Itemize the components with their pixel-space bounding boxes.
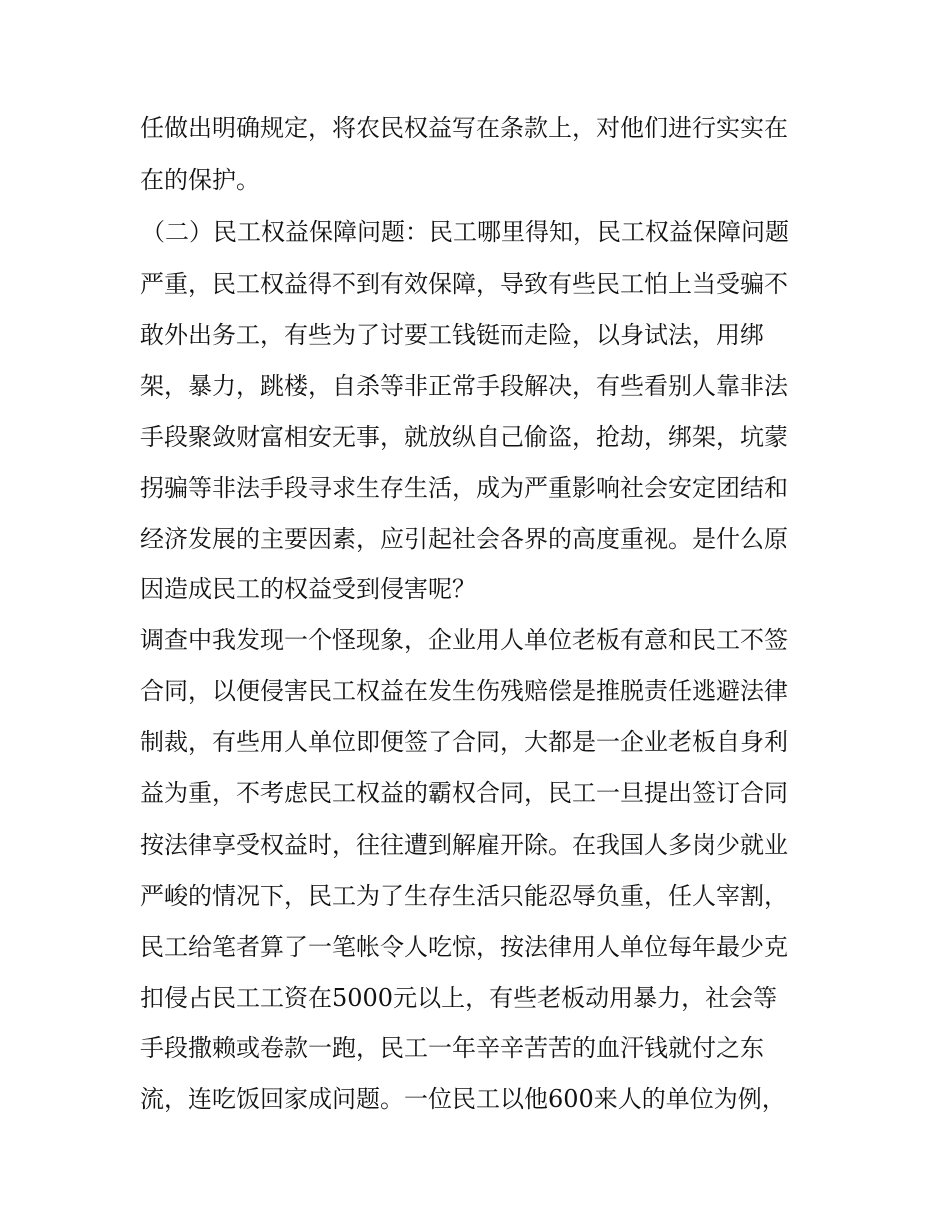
text-line: 严峻的情况下，民工为了生存生活只能忍辱负重，任人宰割，: [140, 882, 788, 910]
text-line: 任做出明确规定，将农民权益写在条款上，对他们进行实实在: [140, 114, 788, 142]
text-line: 流，连吃饭回家成问题。一位民工以他600来人的单位为例，: [140, 1085, 786, 1113]
text-line: 制裁，有些用人单位即便签了合同，大都是一企业老板自身利: [140, 728, 788, 756]
text-line: 按法律享受权益时，往往遭到解雇开除。在我国人多岗少就业: [140, 831, 788, 859]
text-line: 经济发展的主要因素，应引起社会各界的高度重视。是什么原: [140, 525, 788, 553]
text-line: 因造成民工的权益受到侵害呢？: [140, 575, 476, 603]
text-line: 架，暴力，跳楼，自杀等非正常手段解决，有些看别人靠非法: [140, 372, 788, 400]
section-heading-line: （二）民工权益保障问题：民工哪里得知，民工权益保障问题: [141, 218, 789, 246]
text-line: 手段撒赖或卷款一跑，民工一年辛辛苦苦的血汗钱就付之东: [140, 1034, 764, 1062]
text-line: 敢外出务工，有些为了讨要工钱铤而走险，以身试法，用绑: [140, 321, 764, 349]
text-line: 在的保护。: [140, 166, 260, 194]
text-line: 扣侵占民工工资在5000元以上，有些老板动用暴力，社会等: [140, 984, 778, 1012]
text-line: 拐骗等非法手段寻求生存生活，成为严重影响社会安定团结和: [140, 474, 788, 502]
text-line: 手段聚敛财富相安无事，就放纵自己偷盗，抢劫，绑架，坑蒙: [140, 423, 788, 451]
text-line: 民工给笔者算了一笔帐令人吃惊，按法律用人单位每年最少克: [140, 933, 788, 961]
text-line: 益为重，不考虑民工权益的霸权合同，民工一旦提出签订合同: [140, 779, 788, 807]
text-line: 调查中我发现一个怪现象，企业用人单位老板有意和民工不签: [140, 626, 788, 654]
text-line: 合同，以便侵害民工权益在发生伤残赔偿是推脱责任逃避法律: [140, 677, 788, 705]
text-line: 严重，民工权益得不到有效保障，导致有些民工怕上当受骗不: [140, 270, 788, 298]
